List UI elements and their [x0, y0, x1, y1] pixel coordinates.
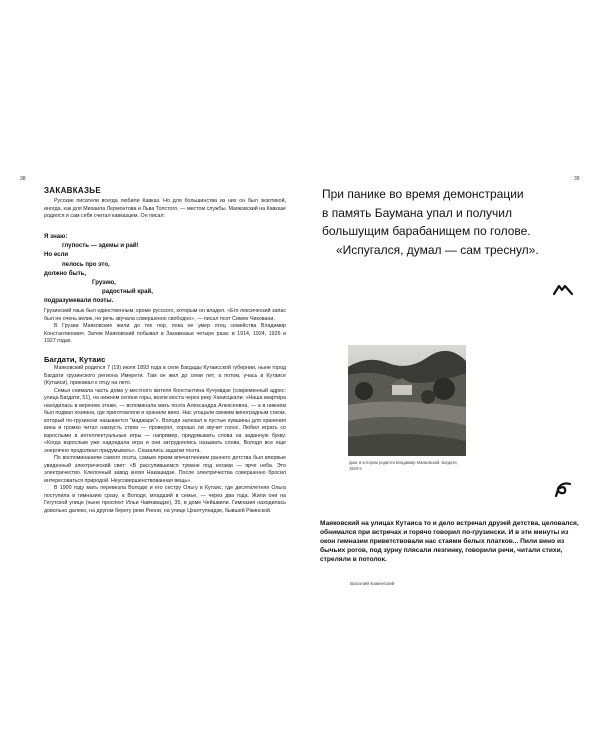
poem-line: радостный край,	[102, 288, 153, 296]
side-quote: Маяковский на улицах Кутаиса то и дело встречал друзей детства, целовался, обнимался при встречах и горячо говорил по-грузински. И в эти минуты из окон гимназии приветствовали нас стаями белых платков... Пили вино из бычьих рогов, под зурну плясали лезгинку, говорили речи, читали стихи, стреляли в потолок.	[320, 520, 579, 563]
subheading: Багдати, Кутаис	[44, 355, 106, 364]
paragraph: Грузинский язык был единственным, кроме русского, которым он владел. «Его лексический запас был не очень велик, но речь звучала совершенно свободно», — писал поэт Симон Чиковани.	[44, 308, 286, 322]
pull-quote-line: в память Баумана упал и получил	[322, 205, 512, 220]
pull-quote-line: «Испугался, думал — сам треснул».	[336, 242, 539, 257]
quote-author: Василий Каменский	[350, 582, 395, 587]
poem-line: должно быть,	[44, 269, 87, 277]
poem-line: Но если	[44, 251, 69, 259]
poem-line: Грузию,	[92, 279, 116, 287]
intro-text	[44, 198, 286, 221]
pull-quote	[322, 185, 582, 259]
paragraph: В 1900 году мать перевезла Володю и его сестру Ольгу в Кутаис, где десятилетняя Ольга поступила в гимназию сразу, а Володя, младший в семье, — через два года. Жили они на Гегутской улице (ныне проспект Ильи Чавчавадзе), 35, в доме Чейшвили. Гимназия находилась довольно далеко, на другом берегу реки Риони, на улице Цхалтупнадзе, бывшей Ржинской.	[44, 485, 286, 514]
ornament-icon	[553, 284, 573, 299]
poem-line: глупость — эдемы и рай!	[62, 242, 139, 250]
pull-quote-line: При панике во время демонстрации	[322, 187, 524, 201]
section-heading: ЗАКАВКАЗЬЕ	[44, 186, 101, 195]
poem-line: Я знаю:	[44, 233, 68, 240]
intro-paragraph: Русские писатели всегда любили Кавказ. Но для большинства из них он был экзотикой, иногда, как для Михаила Лермонтова и Льва Толстого, — местом службы. Маяковский на Кавказе родился и сам себя считал кавказцем. Он писал:	[44, 198, 286, 219]
poem-line: пелось про это,	[62, 260, 110, 268]
page-number-left: 38	[20, 176, 26, 182]
paragraph: По воспоминаниям самого поэта, самым ярким впечатлением раннего детства был впервые увиденный электрический свет: «В рассупившемся тумане под ногами — ярче неба. Это электричество. Клепочный завод князя Накашидзе. После электричества совершенно бросил интересоваться природой. Неусовершенствованная вещь».	[44, 455, 286, 484]
poem-line: подразумевали поэты.	[44, 297, 114, 305]
paragraph: Семья снимала часть дома у местного жителя Константина Кучуквдзе (современный адрес: улица Багдати, 51), на нижнем склоне горы, возле моста через реку Ханисцкали. «Наша квартира находилась в верхнем этаже, — вспоминала мать поэта Александра Алексеевна, — а в нижнем был подвал хозяина, где приготовляли и хранили вино. Нас угощали свежим виноградным соком, который по-грузински называется "маджари"». Володя залезал в пустые кувшины для хранения вина и громко читал наизусть стихи — проверял, хорошо ли звучит голос. Любил играть со взрослыми в интеллектуальные игры — например, придумывать слова на заданную букву. «Когда взрослым уже надоедала игра и они затруднялись называть слова, Володя все еще энергично продолжал придумывать». Сказались задатки поэта.	[44, 387, 286, 454]
photo-caption: Дом, в котором родился Владимир Маяковский. Багдати, 1920-е	[349, 460, 458, 471]
section-text	[44, 365, 286, 515]
poem	[44, 232, 284, 306]
pull-quote-line: большущим барабанищем по голове.	[322, 224, 531, 239]
paragraph: В Грузии Маяковские жили до тех пор, пока не умер отец семейства Владимир Константинович. Затем Маяковский побывал в Закавказье четыре раза: в 1914, 1924, 1926 и 1927 годах.	[44, 323, 286, 344]
ornament-icon	[553, 481, 573, 500]
page-number-right: 39	[574, 176, 580, 182]
after-poem-text	[44, 308, 286, 346]
landscape-photo	[348, 345, 466, 456]
paragraph: Маяковский родился 7 (19) июля 1893 года в селе Багдады Кутаисской губернии, ныне город Багдати грузинского региона Имерети. Там он жил до семи лет, а потом, учась в Кутаисе (Кутаиси), приезжал к отцу на лето.	[44, 365, 286, 386]
